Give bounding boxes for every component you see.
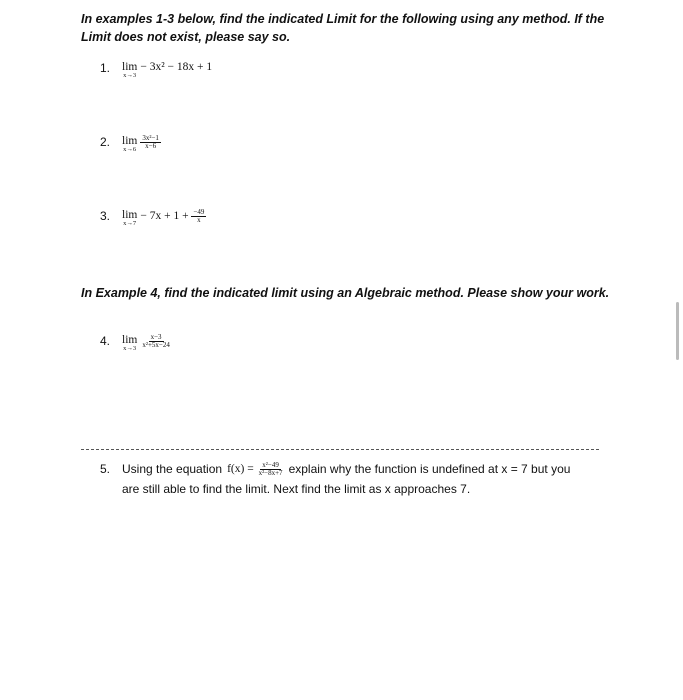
- scrollbar[interactable]: [676, 302, 679, 360]
- denominator: x²+5x−24: [142, 341, 170, 349]
- problem-expression: [122, 61, 212, 79]
- fraction: [191, 209, 206, 224]
- denominator: x²−8x+7: [258, 468, 283, 477]
- numerator: 3x²−1: [142, 134, 159, 142]
- denominator: x: [197, 216, 201, 224]
- fraction: [140, 135, 161, 150]
- problem-1: [100, 61, 212, 79]
- limit-operator: lim x→3: [122, 334, 138, 352]
- numerator: x−3: [150, 333, 162, 341]
- fraction: [140, 334, 172, 349]
- limit-operator: lim x→6: [122, 135, 138, 153]
- instructions-4: In Example 4, find the indicated limit using an Algebraic method. Please show your work.: [81, 286, 610, 300]
- problem-5-question: explain why the function is undefined at x = 7 but you: [288, 462, 571, 476]
- problem-5: [100, 459, 600, 499]
- problem-3: [100, 209, 206, 227]
- fraction: [257, 462, 285, 477]
- function-name: f(x) =: [227, 463, 254, 475]
- instructions-line-1: In examples 1-3 below, find the indicated Limit for the following using any method. If the: [81, 12, 605, 26]
- numerator: −49: [193, 208, 205, 216]
- expression-body: − 7x + 1 +: [140, 210, 189, 223]
- problem-number: 3.: [100, 209, 111, 223]
- problem-number: 2.: [100, 135, 111, 149]
- limit-approach: x→3: [123, 345, 137, 352]
- problem-number: 4.: [100, 334, 111, 348]
- function-expression: [227, 459, 284, 479]
- expression-body: − 3x² − 18x + 1: [140, 61, 213, 73]
- problem-5-line-2: are still able to find the limit. Next find the limit as x approaches 7.: [122, 482, 471, 496]
- problem-expression: [122, 209, 206, 227]
- problem-4: [100, 334, 172, 352]
- problem-expression: [122, 334, 172, 352]
- limit-approach: x→3: [123, 72, 137, 79]
- problem-5-line-1: [100, 459, 600, 479]
- limit-operator: lim x→3: [122, 61, 138, 79]
- numerator: x²−49: [262, 460, 279, 469]
- limit-operator: lim x→7: [122, 209, 138, 227]
- problem-5-intro: Using the equation: [122, 462, 223, 476]
- denominator: x−6: [145, 142, 157, 150]
- section-divider: [81, 449, 599, 450]
- instructions-1-3: [81, 10, 604, 46]
- limit-approach: x→6: [123, 146, 137, 153]
- problem-number: 5.: [100, 462, 111, 476]
- limit-approach: x→7: [123, 220, 137, 227]
- instructions-line-2: Limit does not exist, please say so.: [81, 30, 291, 44]
- problem-number: 1.: [100, 61, 111, 75]
- problem-expression: [122, 135, 161, 153]
- problem-2: [100, 135, 161, 153]
